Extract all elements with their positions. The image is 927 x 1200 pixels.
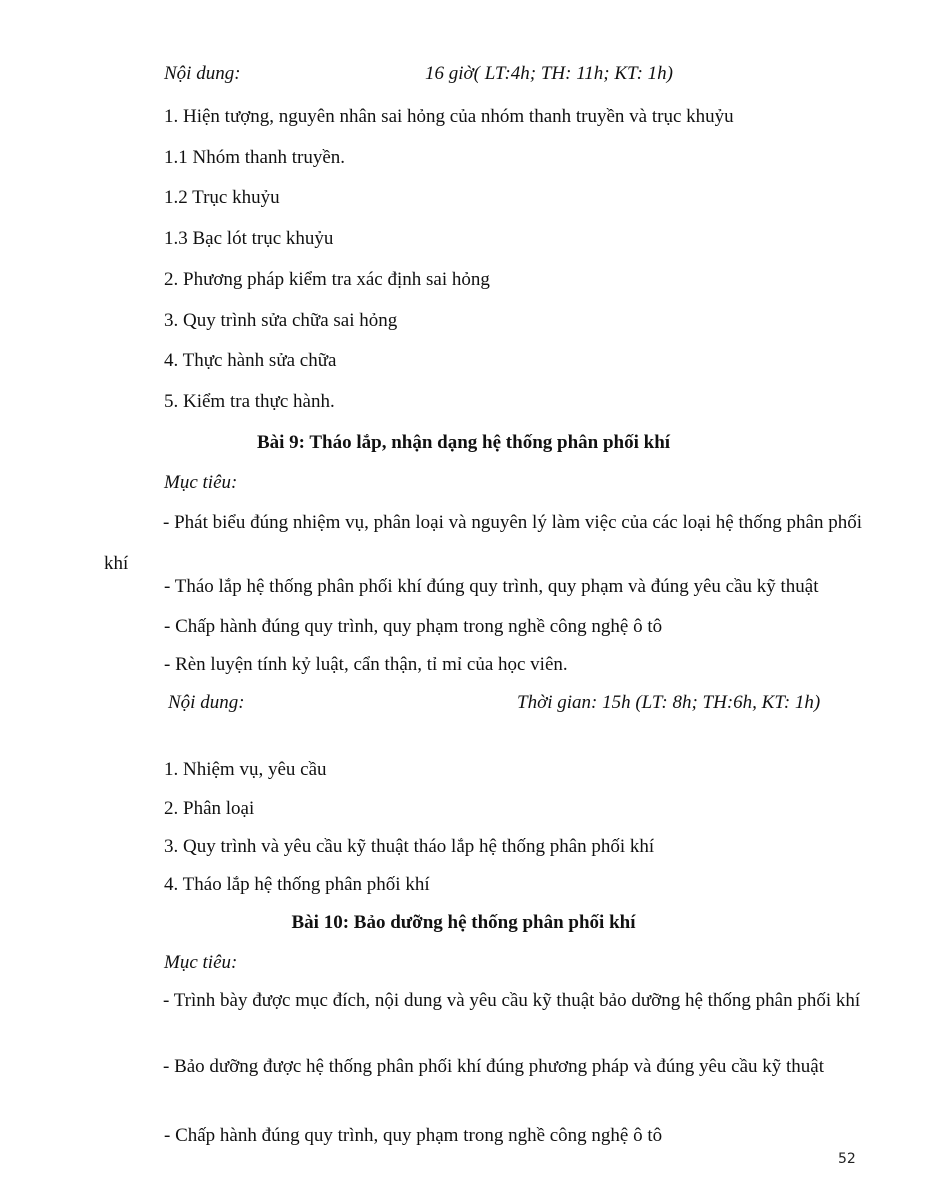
content-duration: Thời gian: 15h (LT: 8h; TH:6h, KT: 1h) <box>517 692 821 713</box>
list-item: 1.3 Bạc lót trục khuỷu <box>164 228 334 249</box>
page-number: 52 <box>838 1151 856 1167</box>
objective-item: - Bảo dưỡng được hệ thống phân phối khí đúng phương pháp và đúng yêu cầu kỹ thuật <box>163 1056 825 1077</box>
objectives-label: Mục tiêu: <box>164 472 238 493</box>
list-item: 1.1 Nhóm thanh truyền. <box>164 147 346 168</box>
objective-item: - Rèn luyện tính kỷ luật, cẩn thận, tỉ mỉ của học viên. <box>164 654 568 675</box>
objective-item: - Tháo lắp hệ thống phân phối khí đúng quy trình, quy phạm và đúng yêu cầu kỹ thuật <box>164 576 819 597</box>
list-item: 3. Quy trình sửa chữa sai hỏng <box>164 310 398 331</box>
lesson-10-title: Bài 10: Bảo dưỡng hệ thống phân phối khí <box>291 912 636 933</box>
lesson-9-title: Bài 9: Tháo lắp, nhận dạng hệ thống phân phối khí <box>256 432 671 453</box>
list-item: 1. Nhiệm vụ, yêu cầu <box>164 759 327 780</box>
list-item: 5. Kiểm tra thực hành. <box>164 391 335 412</box>
list-item: 4. Thực hành sửa chữa <box>164 350 337 371</box>
list-item: 1. Hiện tượng, nguyên nhân sai hỏng của nhóm thanh truyền và trục khuỷu <box>164 106 734 127</box>
list-item: 2. Phân loại <box>164 798 255 819</box>
list-item: 2. Phương pháp kiểm tra xác định sai hỏng <box>164 269 490 290</box>
list-item: 1.2 Trục khuỷu <box>164 187 280 208</box>
content-label: Nội dung: <box>164 63 241 84</box>
objective-item: - Phát biểu đúng nhiệm vụ, phân loại và nguyên lý làm việc của các loại hệ thống phân phối khí <box>104 512 862 574</box>
objectives-label: Mục tiêu: <box>164 952 238 973</box>
content-label: Nội dung: <box>168 692 245 713</box>
content-duration: 16 giờ( LT:4h; TH: 11h; KT: 1h) <box>425 63 673 84</box>
objective-item: - Chấp hành đúng quy trình, quy phạm trong nghề công nghệ ô tô <box>164 616 663 637</box>
list-item: 4. Tháo lắp hệ thống phân phối khí <box>164 874 430 895</box>
objective-item: - Trình bày được mục đích, nội dung và yêu cầu kỹ thuật bảo dưỡng hệ thống phân phối khí <box>163 990 861 1011</box>
list-item: 3. Quy trình và yêu cầu kỹ thuật tháo lắp hệ thống phân phối khí <box>164 836 655 857</box>
objective-item: - Chấp hành đúng quy trình, quy phạm trong nghề công nghệ ô tô <box>164 1125 663 1146</box>
